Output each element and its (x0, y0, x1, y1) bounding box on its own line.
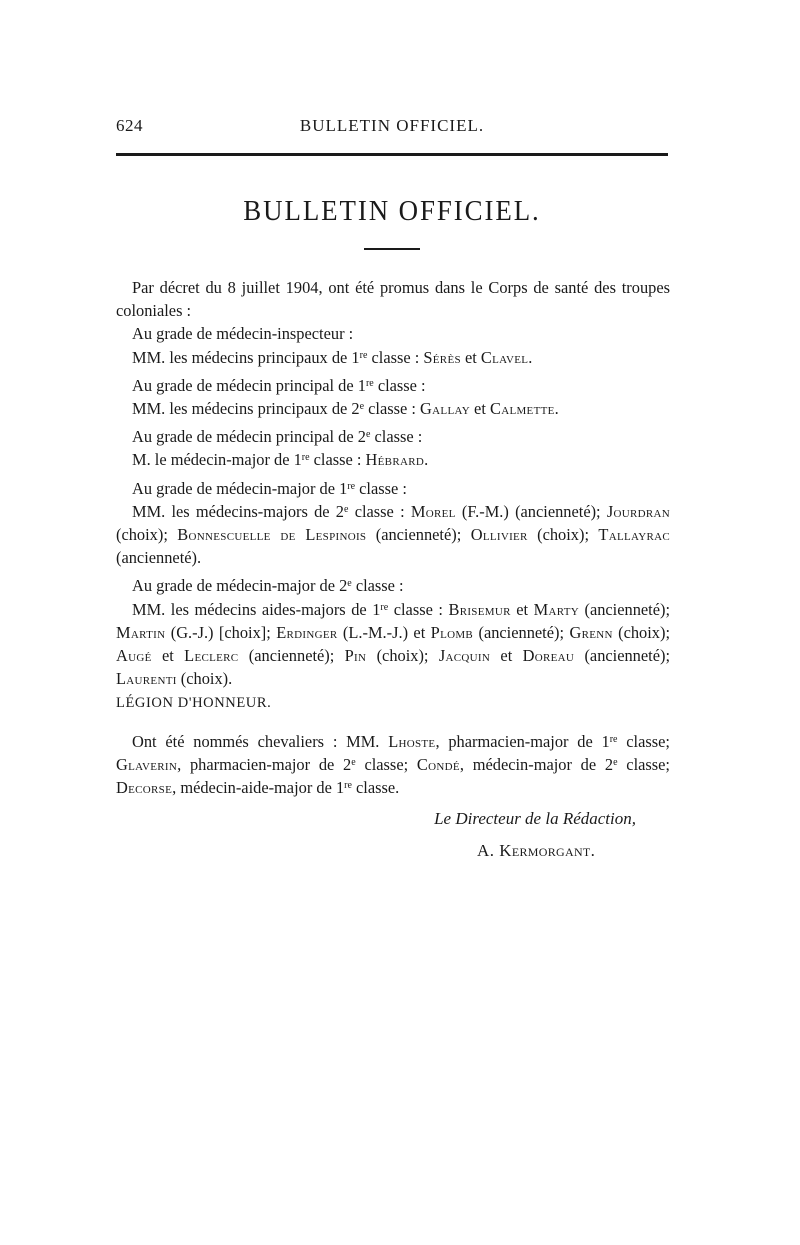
text-run: classe : (351, 576, 404, 596)
promotion-line (116, 397, 670, 420)
signature-role: Le Directeur de la Rédaction, (434, 809, 636, 828)
text-run: Au grade de médecin-major de 1 (132, 478, 348, 498)
text-run: MM. les médecins principaux de 1 (132, 347, 360, 367)
text-run: MM. les médecins principaux de 2 (132, 399, 360, 419)
text-run: , médecin-major de 2 (459, 754, 614, 774)
person-name: Lhoste (388, 731, 436, 751)
person-name: Hébrard (365, 450, 425, 470)
text-run: MM. les médecins-majors de 2 (132, 501, 345, 521)
text-run: Au grade de médecin principal de 1 (132, 375, 366, 395)
promotion-line (116, 598, 670, 691)
text-run: (choix). (176, 669, 233, 689)
legion-paragraph (116, 730, 670, 800)
superscript: e (347, 578, 352, 590)
text-run: (ancienneté); (473, 622, 570, 642)
text-run: , pharmacien-major de 1 (435, 731, 610, 751)
text-run: , médecin-aide-major de 1 (172, 778, 345, 798)
text-run: (L.-M.-J.) et (337, 622, 431, 642)
person-name: Tallayrac (598, 525, 670, 545)
page-number: 624 (116, 116, 143, 135)
person-name: Plomb (430, 622, 474, 642)
text-run: (ancienneté); (366, 525, 471, 545)
person-name: Decorse (116, 778, 173, 798)
text-run: classe. (351, 778, 400, 798)
promotion-line (116, 448, 670, 471)
text-run: (choix); (527, 525, 599, 545)
person-name: Ollivier (470, 525, 528, 545)
person-name: Brisemur (448, 599, 511, 619)
superscript: re (347, 480, 356, 492)
text-run: (ancienneté). (116, 548, 202, 568)
text-run: classe : (355, 478, 407, 498)
page-title: BULLETIN OFFICIEL. (243, 196, 541, 227)
text-run: classe; (617, 731, 670, 751)
person-name: Sérès (423, 347, 461, 367)
text-run: (ancienneté); (238, 646, 345, 666)
grade-heading (116, 425, 670, 448)
text-run: classe : (348, 501, 411, 521)
person-name: Gallay (420, 399, 470, 419)
person-name: Jourdran (606, 501, 671, 521)
text-run: et (510, 599, 534, 619)
text-run: M. le médecin-major de 1 (132, 450, 302, 470)
superscript: re (365, 377, 374, 389)
superscript: e (351, 756, 356, 768)
grade-heading (116, 574, 670, 597)
text-run: classe; (617, 754, 670, 774)
superscript: re (380, 601, 389, 613)
promotion-line (116, 500, 670, 570)
text-run: (choix); (116, 525, 178, 545)
grade-heading (116, 322, 670, 345)
text-run: . (590, 841, 596, 860)
person-name: Bonnescuelle de Lespinois (177, 525, 367, 545)
person-name: Jacquin (438, 646, 491, 666)
person-name: Augé (116, 646, 152, 666)
running-header (116, 116, 668, 140)
person-name: Condé (416, 754, 460, 774)
text-run: classe : (309, 450, 366, 470)
text-run: et (460, 347, 481, 367)
person-name: Erdinger (276, 622, 338, 642)
text-run: classe : (367, 347, 424, 367)
person-name: Martin (116, 622, 166, 642)
person-name: Laurenti (116, 669, 177, 689)
superscript: e (359, 401, 365, 413)
text-run: (ancienneté); (574, 646, 670, 666)
decree-intro: Par décret du 8 juillet 1904, ont été promus dans le Corps de santé des troupes coloniales : (116, 278, 670, 321)
promotion-line (116, 346, 670, 369)
text-run: MM. les médecins aides-majors de 1 (132, 599, 381, 619)
signature-block (116, 806, 670, 864)
superscript: re (609, 733, 618, 745)
person-name: Marty (533, 599, 579, 619)
person-name: Leclerc (184, 646, 239, 666)
person-name: Doreau (522, 646, 575, 666)
superscript: re (301, 452, 310, 464)
person-name: Calmette (489, 399, 555, 419)
title-rule (364, 248, 420, 250)
text-run: classe : (388, 599, 449, 619)
superscript: e (613, 756, 618, 768)
section-heading: LÉGION D'HONNEUR. (116, 695, 272, 712)
text-run: (G.-J.) [choix]; (165, 622, 277, 642)
superscript: re (359, 349, 368, 361)
grade-heading (116, 374, 670, 397)
text-run: classe : (364, 399, 421, 419)
person-name: Glaverin (116, 754, 178, 774)
person-name: Grenn (569, 622, 613, 642)
text-run: et (490, 646, 523, 666)
signature-name (116, 838, 670, 864)
document-body (116, 276, 670, 799)
text-run: . (424, 450, 429, 470)
text-run: (ancienneté); (578, 599, 671, 619)
text-run: et (469, 399, 490, 419)
text-run: classe : (370, 427, 423, 447)
text-run: , pharmacien-major de 2 (177, 754, 352, 774)
text-run: . (528, 347, 533, 367)
grade-heading (116, 477, 670, 500)
text-run: (choix); (612, 622, 671, 642)
text-run: Ont été nommés chevaliers : MM. (132, 731, 389, 751)
superscript: re (344, 780, 352, 792)
text-run: Au grade de médecin principal de 2 (132, 427, 366, 447)
text-run: classe : (373, 375, 426, 395)
text-run: Au grade de médecin-inspecteur : (132, 324, 354, 344)
person-name: Morel (410, 501, 456, 521)
text-run: A. (477, 841, 500, 860)
text-run: et (151, 646, 185, 666)
text-run: . (554, 399, 559, 419)
text-run: Au grade de médecin-major de 2 (132, 576, 348, 596)
person-name: Kermorgant (499, 841, 591, 860)
text-run: classe; (355, 754, 417, 774)
text-run: (choix); (366, 646, 439, 666)
person-name: Pin (344, 646, 367, 666)
running-title: BULLETIN OFFICIEL. (299, 116, 485, 135)
superscript: e (365, 429, 371, 441)
superscript: e (344, 503, 349, 515)
text-run: (F.-M.) (ancienneté); (455, 501, 607, 521)
person-name: Clavel (480, 347, 529, 367)
header-rule (116, 153, 668, 156)
